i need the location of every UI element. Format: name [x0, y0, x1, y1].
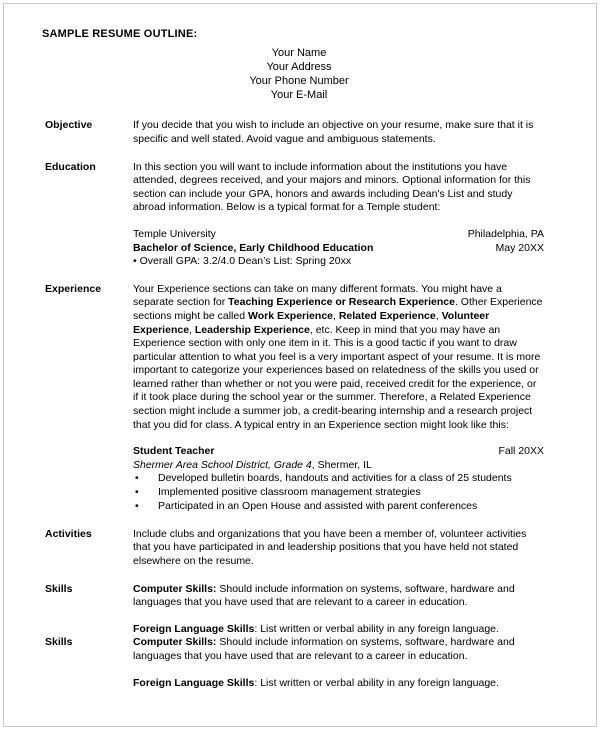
- section-label-skills: Skills: [45, 636, 73, 649]
- experience-org-italic: Shermer Area School District, Grade 4: [133, 458, 312, 471]
- bullet-dot-icon: •: [135, 472, 139, 485]
- list-item: [133, 486, 544, 500]
- experience-bold-teaching: Teaching Experience or Research Experience: [228, 296, 455, 309]
- skills-foreign-paragraph: [133, 623, 544, 637]
- education-body: In this section you will want to include information about the institutions you have attended, degrees received, and your majors and minors. Optional information for this section can include your GPA, honors and awards including Dean's List and study abroad information. Below is a typical format for a Temple student:: [133, 160, 531, 214]
- skills-foreign-heading: Foreign Language Skills: [133, 622, 255, 635]
- experience-org-line: [133, 459, 544, 473]
- section-label-objective: Objective: [45, 119, 93, 132]
- activities-body: Include clubs and organizations that you have been a member of, volunteer activities that you have participated in and leadership positions that you have held not stated elsewhere on the resume.: [133, 527, 527, 568]
- contact-email: Your E-Mail: [270, 89, 328, 102]
- education-gpa: Overall GPA: 3.2/4.0 Dean’s List: Spring 20xx: [139, 255, 352, 268]
- education-location: Philadelphia, PA: [467, 227, 544, 240]
- education-gpa-line: [133, 255, 544, 269]
- contact-name: Your Name: [271, 47, 327, 59]
- experience-entry: [133, 445, 544, 514]
- experience-text-e: ,: [189, 323, 195, 336]
- experience-text-b: . Other Experience sections might be called: [133, 296, 543, 322]
- experience-date: Fall 20XX: [498, 445, 544, 458]
- experience-text-a: Your Experience sections can take on many different formats. You might have a separate section for: [133, 282, 502, 309]
- experience-bullet-text: Participated in an Open House and assisted with parent conferences: [158, 500, 478, 513]
- experience-bullet-list: [133, 472, 544, 513]
- list-item: [133, 472, 544, 486]
- bullet-dot-icon: •: [133, 255, 137, 268]
- experience-bold-related: Related Experience: [338, 309, 436, 322]
- experience-position-line: [133, 445, 544, 459]
- education-date: May 20XX: [495, 241, 544, 254]
- skills-computer-heading: Computer Skills:: [133, 636, 217, 649]
- skills-foreign-text: : List written or verbal ability in any foreign language.: [254, 676, 499, 689]
- education-degree-line: [133, 242, 544, 256]
- bullet-dot-icon: •: [135, 486, 139, 499]
- skills-computer-heading: Computer Skills:: [133, 582, 217, 595]
- document-page: [3, 3, 597, 727]
- list-item: [133, 500, 544, 514]
- education-school-line: [133, 228, 544, 242]
- section-label-education: Education: [45, 160, 96, 173]
- skills-foreign-paragraph: [133, 677, 544, 691]
- section-label-activities: Activities: [45, 527, 92, 540]
- skills-foreign-heading: Foreign Language Skills: [133, 676, 255, 689]
- experience-body: [133, 283, 544, 433]
- section-skills-first: [4, 583, 596, 637]
- contact-header: [3, 46, 596, 102]
- objective-body: If you decide that you wish to include an objective on your resume, make sure that it is specific and well stated. Avoid vague and ambiguous statements.: [133, 119, 534, 145]
- contact-phone: Your Phone Number: [249, 75, 349, 88]
- section-objective: [4, 119, 596, 146]
- skills-computer-paragraph: [133, 636, 544, 663]
- experience-text-c: ,: [333, 309, 339, 322]
- education-entry: [133, 228, 544, 269]
- skills-computer-paragraph: [133, 583, 544, 610]
- experience-bullet-text: Developed bulletin boards, handouts and activities for a class of 25 students: [158, 472, 512, 485]
- section-experience: [4, 283, 596, 514]
- skills-computer-text: Should include information on systems, software, hardware and languages that you have used that are relevant to a career in education.: [133, 582, 515, 609]
- bullet-dot-icon: •: [135, 500, 139, 513]
- experience-position: Student Teacher: [133, 445, 215, 458]
- experience-text-f: , etc. Keep in mind that you may have an Experience section with only one item in it. This is a good tactic if you want to draw particular attention to what you feel is a very important aspect of your resume. It is more important to categorize your experiences based on relatedness of the skills you used or learned rather than whether or not you were paid, received credit for the experience, or if it took place during the school year or the summer. Therefore, a Related Experience section might include a summer job, a credit-bearing internship and a research project that you did for class. A typical entry in an Experience section might look like this:: [133, 323, 541, 431]
- contact-address: Your Address: [266, 61, 332, 74]
- experience-bold-volunteer: Volunteer Experience: [133, 309, 490, 336]
- education-school: Temple University: [133, 227, 216, 240]
- experience-bold-work: Work Experience: [247, 309, 333, 322]
- skills-foreign-text: : List written or verbal ability in any foreign language.: [254, 622, 499, 635]
- section-education: [4, 161, 596, 269]
- experience-text-d: ,: [435, 309, 442, 322]
- section-activities: [4, 528, 596, 569]
- education-degree: Bachelor of Science, Early Childhood Education: [133, 241, 374, 254]
- experience-org-rest: , Shermer, IL: [311, 458, 372, 471]
- section-skills-second: [4, 636, 596, 690]
- experience-bullet-text: Implemented positive classroom management strategies: [158, 486, 421, 499]
- section-label-skills: Skills: [45, 582, 73, 595]
- document-title: SAMPLE RESUME OUTLINE:: [42, 28, 198, 40]
- experience-bold-leadership: Leadership Experience: [194, 323, 310, 336]
- skills-computer-text: Should include information on systems, software, hardware and languages that you have used that are relevant to a career in education.: [133, 636, 515, 662]
- section-label-experience: Experience: [45, 282, 102, 295]
- document-body: [4, 4, 596, 690]
